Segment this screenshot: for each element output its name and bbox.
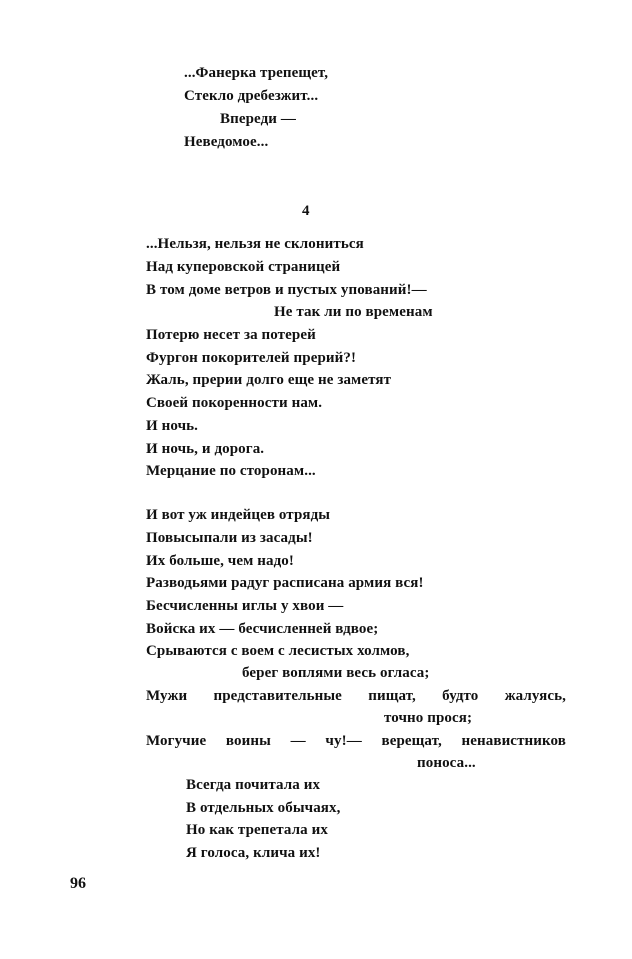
section-number: 4 bbox=[302, 203, 310, 219]
poem-line: Я голоса, клича их! bbox=[186, 845, 321, 861]
poem-line: Войска их — бесчисленней вдвое; bbox=[146, 621, 379, 637]
poem-line: Повысыпали из засады! bbox=[146, 530, 313, 546]
poem-line: ...Фанерка трепещет, bbox=[184, 65, 329, 81]
poem-line: В отдельных обычаях, bbox=[186, 800, 341, 816]
poem-line: Жаль, прерии долго еще не заметят bbox=[146, 372, 392, 388]
poem-line: Могучие воины — чу!— верещат, ненавистников bbox=[146, 733, 566, 749]
poem-line: И ночь. bbox=[146, 418, 199, 434]
page-number: 96 bbox=[70, 875, 86, 892]
poem-line: И ночь, и дорога. bbox=[146, 441, 265, 457]
poem-line: Срываются с воем с лесистых холмов, bbox=[146, 643, 410, 659]
poem-line: Не так ли по временам bbox=[274, 304, 433, 320]
poem-line: Разводьями радуг расписана армия вся! bbox=[146, 575, 424, 591]
poem-line: В том доме ветров и пустых упований!— bbox=[146, 282, 427, 298]
poem-line: Впереди — bbox=[220, 111, 296, 127]
poem-line: Мерцание по сторонам... bbox=[146, 463, 316, 479]
poem-line: Потерю несет за потерей bbox=[146, 327, 316, 343]
poem-line: Бесчисленны иглы у хвои — bbox=[146, 598, 344, 614]
poem-line: Мужи представительные пищат, будто жалуясь, bbox=[146, 688, 566, 704]
poem-line: точно прося; bbox=[384, 710, 473, 726]
poem-line: ...Нельзя, нельзя не склониться bbox=[146, 236, 364, 252]
poem-line: Своей покоренности нам. bbox=[146, 395, 323, 411]
poem-line: И вот уж индейцев отряды bbox=[146, 507, 331, 523]
poem-line: поноса... bbox=[417, 755, 476, 771]
poem-line: Неведомое... bbox=[184, 134, 269, 150]
poem-line: Но как трепетала их bbox=[186, 822, 328, 838]
poem-line: Всегда почитала их bbox=[186, 777, 321, 793]
poem-line: берег воплями весь огласа; bbox=[242, 665, 430, 681]
poem-line: Их больше, чем надо! bbox=[146, 553, 295, 569]
poem-line: Фургон покорителей прерий?! bbox=[146, 350, 357, 366]
poem-line: Над куперовской страницей bbox=[146, 259, 341, 275]
poem-line: Стекло дребезжит... bbox=[184, 88, 319, 104]
